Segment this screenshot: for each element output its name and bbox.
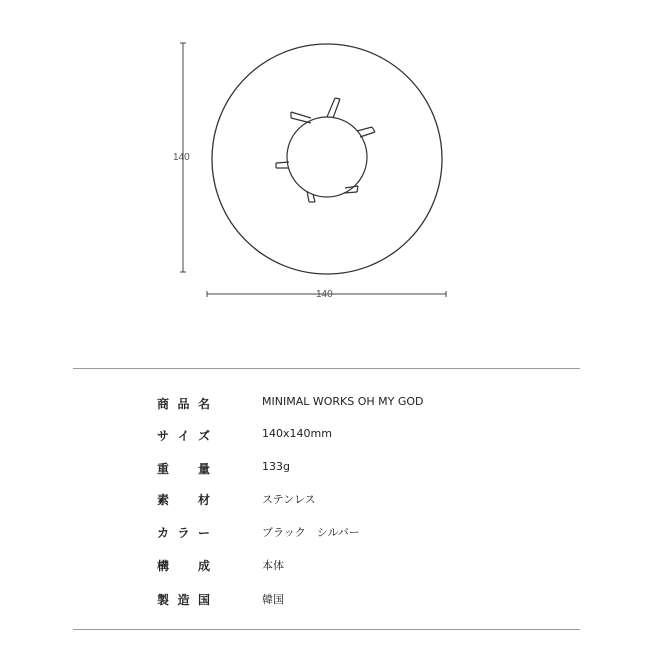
spec-value: 133g [262,460,290,473]
height-dimension-label: 140 [173,152,190,163]
spec-row-product-name [0,395,650,415]
label-char: 国 [197,593,210,607]
spec-label [157,524,210,541]
label-char: 重 [157,462,170,476]
spec-value: ステンレス [262,493,316,506]
spec-value: 本体 [262,559,284,572]
label-char: カ [157,526,170,540]
spec-label [157,591,210,608]
spec-row-material [0,491,650,511]
label-char: ズ [197,429,210,443]
spec-table-top-rule [73,368,580,369]
label-char: 名 [197,397,210,411]
label-char: ー [197,526,210,540]
label-char: 量 [197,462,210,476]
product-drawing [0,0,650,320]
prong [327,98,340,118]
label-char: 構 [157,559,170,573]
spec-label [157,491,210,508]
spec-value: ブラック シルバー [262,526,360,539]
label-char: サ [157,429,170,443]
spec-label [157,395,210,412]
spec-value: 韓国 [262,593,284,606]
label-char: 製 [157,593,170,607]
spec-value: MINIMAL WORKS OH MY GOD [262,395,424,408]
spec-value: 140x140mm [262,427,332,440]
label-char: 材 [197,493,210,507]
label-char: 素 [157,493,170,507]
label-char: 商 [157,397,170,411]
spec-label [157,557,210,574]
label-char: ラ [177,526,190,540]
label-char: 成 [197,559,210,573]
spec-row-country [0,591,650,611]
label-char: イ [177,429,190,443]
outer-plate-circle [212,44,442,274]
spec-label [157,460,210,477]
prong [357,127,375,137]
label-char: 品 [177,397,190,411]
dimension-drawing-svg [0,0,650,320]
spec-row-size [0,427,650,447]
spec-row-contents [0,557,650,577]
spec-row-color [0,524,650,544]
spec-row-weight [0,460,650,480]
spec-label [157,427,210,444]
width-dimension-label: 140 [316,289,333,300]
spec-table-bottom-rule [73,629,580,630]
center-cutout-shape [276,98,375,202]
label-char: 造 [177,593,190,607]
